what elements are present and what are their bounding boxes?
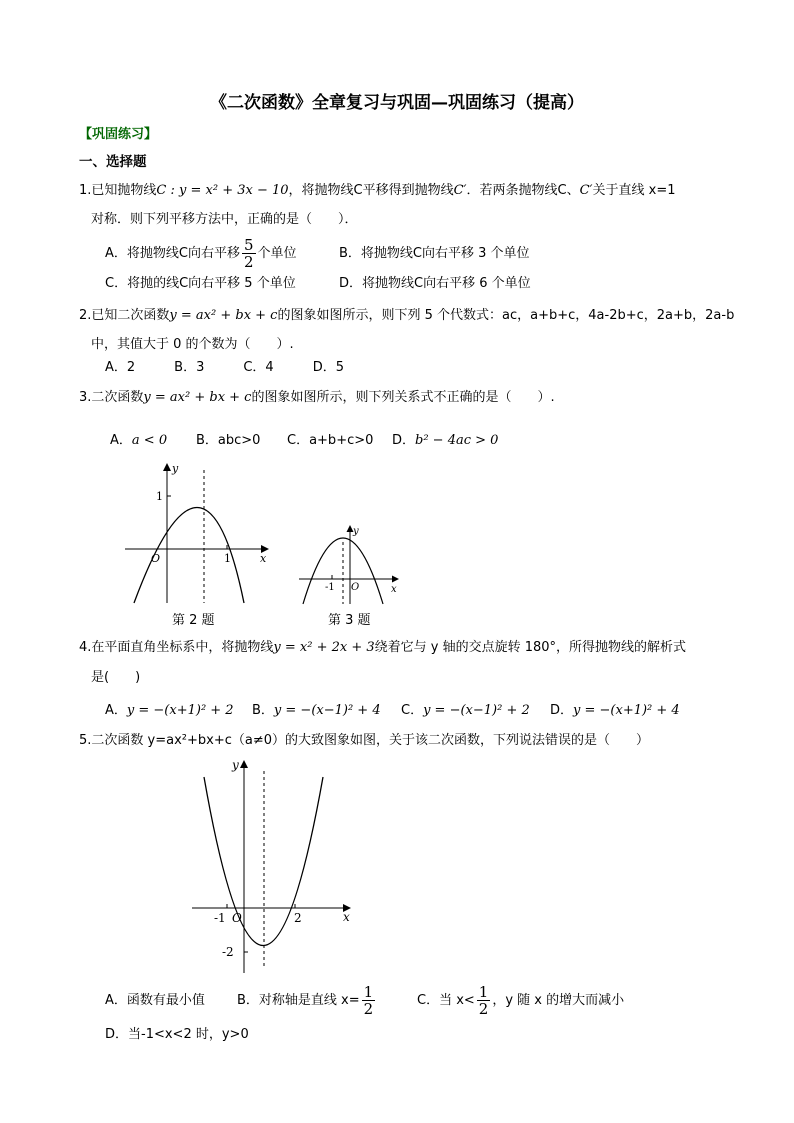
q3-option-d-label: D． [392, 433, 416, 448]
q3-text-a: 二次函数 [91, 390, 144, 405]
q4-option-b-formula: y = −(x−1)² + 4 [273, 703, 381, 718]
q1-line2: 对称．则下列平移方法中，正确的是（ ）． [91, 212, 358, 227]
q1-option-a-text: A．将抛物线C向右平移 [105, 246, 240, 261]
fig5-tick-label-2: 2 [294, 911, 302, 925]
q1-formula-a: C : y = x² + 3x − 10 [156, 183, 289, 198]
q5-option-b-fraction [362, 984, 376, 1017]
q1-option-b[interactable]: B．将抛物线C向右平移 3 个单位 [339, 246, 530, 261]
q5-option-c-text: C．当 x< [417, 993, 475, 1008]
q2-number: 2. [79, 308, 92, 323]
q2-line2: 中，其值大于 0 的个数为（ ）. [91, 337, 294, 352]
figure-q2-graph [120, 458, 275, 608]
q2-text-b: 的图象如图所示，则下列 5 个代数式：ac，a+b+c，4a-2b+c，2a+b，2a-b [277, 308, 735, 323]
fig3-tick-label-neg1: -1 [325, 582, 335, 593]
fig5-origin-label: O [232, 911, 242, 925]
q5-option-b[interactable] [237, 982, 377, 1020]
q5-line1 [79, 731, 649, 751]
q3-option-a[interactable] [110, 431, 167, 451]
q1-formula-c: C′ [579, 183, 593, 198]
q4-option-c-label: C． [401, 703, 424, 718]
q1-option-a-fraction [242, 237, 256, 270]
fig3-parabola [303, 538, 383, 604]
q1-option-c[interactable]: C．将抛的线C向右平移 5 个单位 [105, 276, 296, 291]
q4-option-a[interactable] [105, 701, 234, 721]
q2-options[interactable]: A．2 B．3 C．4 D．5 [105, 360, 344, 375]
q4-option-d-label: D． [550, 703, 574, 718]
q5-option-c-fraction [477, 984, 491, 1017]
q5-option-c-denominator: 2 [478, 1000, 489, 1018]
q4-number: 4. [79, 640, 92, 655]
q1-option-a[interactable] [105, 236, 297, 272]
q1-option-d[interactable]: D．将抛物线C向右平移 6 个单位 [339, 276, 531, 291]
fig3-x-label: x [391, 584, 397, 595]
q1-text-c: ．若两条抛物线C、 [466, 183, 580, 198]
fig5-tick-label-neg2: -2 [222, 945, 234, 959]
q5-number: 5. [79, 733, 92, 748]
q3-option-c[interactable]: C．a+b+c>0 [287, 433, 374, 448]
section-label: 【巩固练习】 [79, 127, 158, 142]
q2-text-a: 已知二次函数 [91, 308, 170, 323]
q1-option-a-denominator: 2 [243, 253, 254, 271]
figure-q2-caption: 第 2 题 [172, 613, 215, 628]
q3-option-b[interactable]: B．abc>0 [196, 433, 261, 448]
q3-option-a-formula: a < 0 [131, 433, 168, 448]
q3-formula: y = ax² + bx + c [143, 390, 252, 405]
q5-option-c[interactable] [417, 982, 624, 1020]
q3-option-d-formula: b² − 4ac > 0 [415, 433, 499, 448]
q4-option-d[interactable] [550, 701, 680, 721]
q4-text-b: 绕着它与 y 轴的交点旋转 180°，所得抛物线的解析式 [374, 640, 687, 655]
figure-q3-caption: 第 3 题 [328, 613, 371, 628]
q1-number: 1. [79, 183, 92, 198]
q4-option-c-formula: y = −(x−1)² + 2 [423, 703, 530, 718]
figure-q3-graph [295, 520, 405, 608]
q1-line1 [79, 181, 676, 201]
q5-option-a[interactable]: A．函数有最小值 [105, 993, 205, 1008]
q4-option-b-label: B． [252, 703, 274, 718]
q4-option-d-formula: y = −(x+1)² + 4 [573, 703, 680, 718]
q5-option-b-denominator: 2 [363, 1000, 374, 1018]
q5-option-b-text: B．对称轴是直线 x= [237, 993, 360, 1008]
q5-option-d[interactable]: D．当-1<x<2 时，y>0 [105, 1027, 249, 1042]
q3-text-b: 的图象如图所示，则下列关系式不正确的是（ ）. [251, 390, 555, 405]
q2-line1 [79, 306, 734, 326]
fig2-origin-label: O [151, 552, 161, 565]
q4-line2: 是( ) [91, 670, 141, 685]
page-title: 《二次函数》全章复习与巩固—巩固练习（提高） [210, 93, 584, 113]
q4-option-b[interactable] [252, 701, 381, 721]
q4-option-a-formula: y = −(x+1)² + 2 [126, 703, 234, 718]
q5-option-c-numerator: 1 [478, 983, 489, 1001]
q4-formula: y = x² + 2x + 3 [273, 640, 375, 655]
q1-option-a-numerator: 5 [243, 236, 254, 254]
q4-line1 [79, 638, 686, 658]
q5-text: 二次函数 y=ax²+bx+c（a≠0）的大致图象如图，关于该二次函数，下列说法错误的是（ ） [91, 733, 650, 748]
q1-text-a: 已知抛物线 [91, 183, 157, 198]
q5-option-c-text-b: ，y 随 x 的增大而减小 [492, 993, 625, 1008]
fig5-y-label: y [232, 758, 239, 772]
q1-option-a-unit: 个单位 [257, 246, 297, 261]
q4-text-a: 在平面直角坐标系中，将抛物线 [91, 640, 274, 655]
part-heading-choice: 一、选择题 [79, 154, 147, 170]
fig2-y-label: y [172, 462, 179, 475]
q3-option-d[interactable] [392, 431, 498, 451]
q4-option-c[interactable] [401, 701, 530, 721]
q2-formula: y = ax² + bx + c [169, 308, 278, 323]
fig3-origin-label: O [351, 582, 360, 593]
fig2-tick-label-x1: 1 [224, 552, 231, 565]
q5-option-b-numerator: 1 [363, 983, 374, 1001]
q1-text-b: ，将抛物线C平移得到抛物线 [288, 183, 454, 198]
q3-option-a-label: A． [110, 433, 132, 448]
fig3-y-label: y [353, 526, 359, 537]
q1-formula-b: C′ [453, 183, 467, 198]
figure-q5-graph [190, 755, 360, 977]
q3-line1 [79, 388, 555, 408]
q1-text-d: 关于直线 x=1 [592, 183, 676, 198]
fig5-tick-label-neg1: -1 [214, 911, 226, 925]
fig2-x-label: x [260, 552, 267, 565]
fig5-x-label: x [343, 910, 350, 924]
fig2-tick-label-y1: 1 [156, 490, 163, 503]
q3-number: 3. [79, 390, 92, 405]
q4-option-a-label: A． [105, 703, 127, 718]
